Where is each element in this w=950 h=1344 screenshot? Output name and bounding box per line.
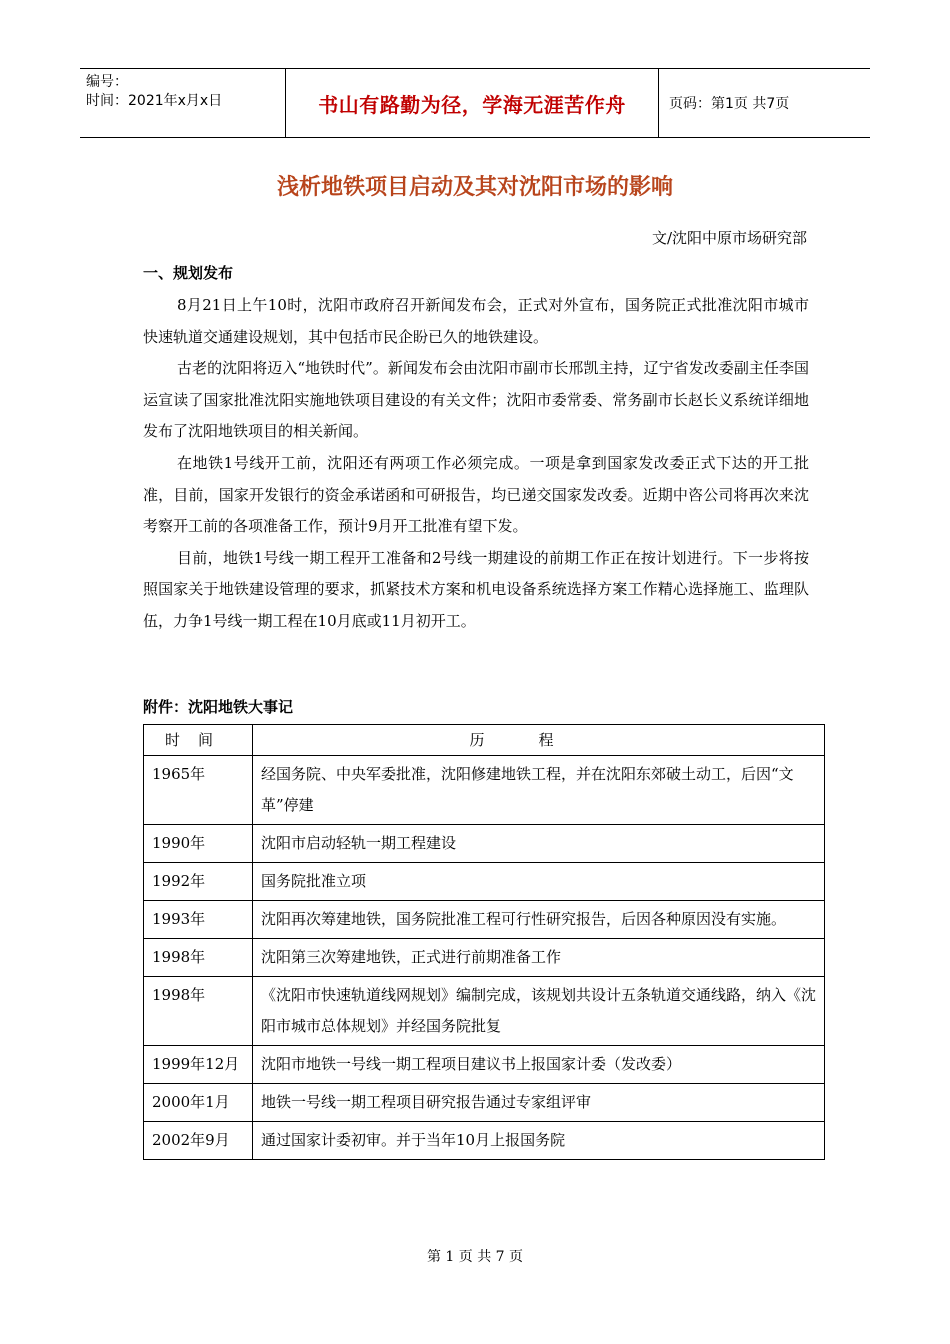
row-event: 沈阳市启动轻轨一期工程建设 xyxy=(253,825,825,863)
column-header-time: 时间 xyxy=(144,725,253,756)
metro-timeline-table xyxy=(143,724,825,1160)
header-motto: 书山有路勤为径，学海无涯苦作舟 xyxy=(286,69,659,137)
header-page-info: 页码：第1页 共7页 xyxy=(669,96,790,112)
row-time: 2000年1月 xyxy=(144,1084,253,1122)
header-time: 时间：2021年x月x日 xyxy=(86,93,223,109)
row-time: 1993年 xyxy=(144,901,253,939)
byline: 文/沈阳中原市场研究部 xyxy=(651,229,807,247)
paragraph: 在地铁1号线开工前，沈阳还有两项工作必须完成。一项是拿到国家发改委正式下达的开工批准，目前，国家开发银行的资金承诺函和可研报告，均已递交国家发改委。近期中咨公司将再次来沈考察开工前的各项准备工作，预计9月开工批准有望下发。 xyxy=(143,453,809,536)
document-header xyxy=(80,68,870,138)
header-number: 编号： xyxy=(86,74,128,90)
table-header-row xyxy=(144,725,825,756)
row-time: 1965年 xyxy=(144,756,253,825)
row-event: 经国务院、中央军委批准，沈阳修建地铁工程，并在沈阳东郊破土动工，后因“文革”停建 xyxy=(253,756,825,825)
row-time: 1990年 xyxy=(144,825,253,863)
table-row xyxy=(144,901,825,939)
header-meta xyxy=(80,69,286,137)
row-event: 沈阳第三次筹建地铁，正式进行前期准备工作 xyxy=(253,939,825,977)
table-row xyxy=(144,1046,825,1084)
row-event: 通过国家计委初审。并于当年10月上报国务院 xyxy=(253,1122,825,1160)
row-event: 沈阳市地铁一号线一期工程项目建议书上报国家计委（发改委） xyxy=(253,1046,825,1084)
article-body xyxy=(143,290,809,638)
table-row xyxy=(144,939,825,977)
row-time: 1999年12月 xyxy=(144,1046,253,1084)
row-time: 1992年 xyxy=(144,863,253,901)
appendix-heading: 附件：沈阳地铁大事记 xyxy=(143,698,294,716)
table-row xyxy=(144,863,825,901)
table-row xyxy=(144,825,825,863)
paragraph: 目前，地铁1号线一期工程开工准备和2号线一期建设的前期工作正在按计划进行。下一步将按照国家关于地铁建设管理的要求，抓紧技术方案和机电设备系统选择方案工作精心选择施工、监理队伍，力争1号线一期工程在10月底或11月初开工。 xyxy=(143,548,809,630)
row-event: 《沈阳市快速轨道线网规划》编制完成，该规划共设计五条轨道交通线路，纳入《沈阳市城市总体规划》并经国务院批复 xyxy=(253,977,825,1046)
section-heading-planning: 一、规划发布 xyxy=(143,264,234,282)
page-footer: 第 1 页 共 7 页 xyxy=(426,1249,524,1265)
table-row xyxy=(144,756,825,825)
table-row xyxy=(144,977,825,1046)
table-row xyxy=(144,1084,825,1122)
row-event: 沈阳再次筹建地铁，国务院批准工程可行性研究报告，后因各种原因没有实施。 xyxy=(253,901,825,939)
table-row xyxy=(144,1122,825,1160)
column-header-history: 历程 xyxy=(253,725,825,756)
row-time: 1998年 xyxy=(144,939,253,977)
row-time: 1998年 xyxy=(144,977,253,1046)
row-event: 国务院批准立项 xyxy=(253,863,825,901)
paragraph: 8月21日上午10时，沈阳市政府召开新闻发布会，正式对外宣布，国务院正式批准沈阳市城市快速轨道交通建设规划，其中包括市民企盼已久的地铁建设。 xyxy=(143,296,809,346)
row-event: 地铁一号线一期工程项目研究报告通过专家组评审 xyxy=(253,1084,825,1122)
document-title: 浅析地铁项目启动及其对沈阳市场的影响 xyxy=(276,175,673,200)
row-time: 2002年9月 xyxy=(144,1122,253,1160)
paragraph: 古老的沈阳将迈入“地铁时代”。新闻发布会由沈阳市副市长邢凯主持，辽宁省发改委副主任李国运宣读了国家批准沈阳实施地铁项目建设的有关文件；沈阳市委常委、常务副市长赵长义系统详细地发布了沈阳地铁项目的相关新闻。 xyxy=(143,359,809,441)
